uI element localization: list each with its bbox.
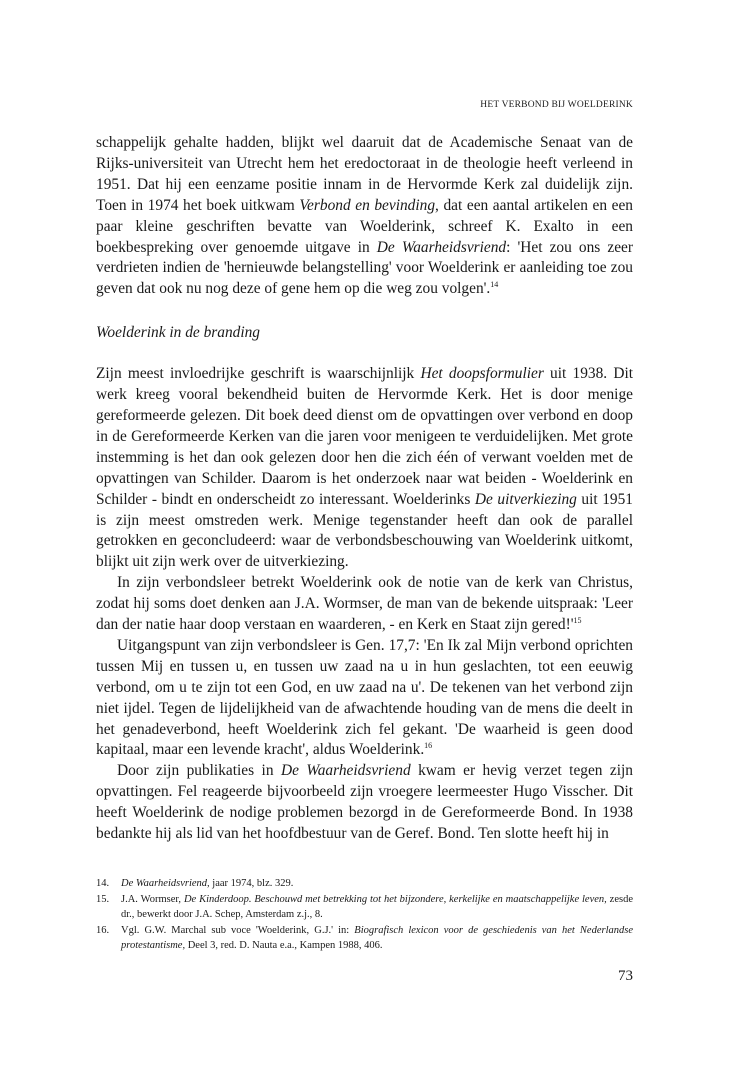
body-text xyxy=(96,133,633,845)
footnote-number: 15. xyxy=(96,893,110,905)
footnote: 16. Vgl. G.W. Marchal sub voce 'Woelderink, G.J.' in: Biografisch lexicon voor de geschiedenis van het Nederlandse protestantisme, Deel 3, red. D. Nauta e.a., Kampen 1988, 406. xyxy=(96,924,633,951)
running-head: HET VERBOND BIJ WOELDERINK xyxy=(480,100,633,110)
footnote-ref[interactable]: 14 xyxy=(490,280,499,290)
footnote: 15. J.A. Wormser, De Kinderdoop. Beschouwd met betrekking tot het bijzondere, kerkelijke en maatschappelijke leven, zesde dr., bewerkt door J.A. Schep, Amsterdam z.j., 8. xyxy=(96,893,633,920)
footnote-ref[interactable]: 16 xyxy=(424,741,433,751)
paragraph: Zijn meest invloedrijke geschrift is waarschijnlijk Het doopsformulier uit 1938. Dit werk kreeg vooral bekendheid buiten de Hervormde Kerk. Het is door menige gereformeerde gelezen. Dit boek deed dienst om de opvattingen over verbond en doop in de Gereformeerde Kerken van die jaren voor menigeen te verduidelijken. Met grote instemming is het dan ook gelezen door hen die zich één of verwant voelden met de opvattingen van Schilder. Daarom is het onderzoek naar wat beiden - Woelderink en Schilder - bindt en onderscheidt zo interessant. Woelderinks De uitverkiezing uit 1951 is zijn meest omstreden werk. Menige tegenstander heeft dan ook de parallel getrokken en geconcludeerd: waar de verbondsbeschouwing van Woelderink uitkomt, blijkt uit zijn werk over de uitverkiezing. xyxy=(96,365,633,571)
section-heading: Woelderink in de branding xyxy=(96,324,261,342)
footnote: 14. De Waarheidsvriend, jaar 1974, blz. 329. xyxy=(96,876,633,892)
paragraph: schappelijk gehalte hadden, blijkt wel daaruit dat de Academische Senaat van de Rijks-universiteit van Utrecht hem het eredoctoraat in de theologie heeft verleend in 1951. Dat hij een eenzame positie innam in de Hervormde Kerk zal duidelijk zijn. Toen in 1974 het boek uitkwam Verbond en bevinding, dat een aantal artikelen en een paar kleine geschriften bevatte van Woelderink, schreef K. Exalto in een boekbespreking over genoemde uitgave in De Waarheidsvriend: 'Het zou ons zeer verdrieten indien de 'hernieuwde belangstelling' voor Woelderink er aanleiding toe zou geven dat ook nu nog deze of gene hem op die weg zou volgen'.$^{14}$ xyxy=(96,134,633,298)
paragraph: Door zijn publikaties in De Waarheidsvriend kwam er hevig verzet tegen zijn opvattingen. Fel reageerde bijvoorbeeld zijn vroegere leermeester Hugo Visscher. Dit heeft Woelderink de nodige problemen bezorgd in de Gereformeerde Bond. In 1938 bedankte hij als lid van het hoofdbestuur van de Geref. Bond. Ten slotte heeft hij in xyxy=(96,762,634,843)
footnote-number: 14. xyxy=(96,878,110,889)
page-number: 73 xyxy=(618,968,633,984)
footnotes xyxy=(96,876,633,954)
footnote-ref[interactable]: 15 xyxy=(573,616,582,626)
paragraph: Uitgangspunt van zijn verbondsleer is Gen. 17,7: 'En Ik zal Mijn verbond oprichten tussen Mij en tussen u, en tussen uw zaad na u in hun geslachten, tot een eeuwig verbond, om u te zijn tot een God, en uw zaad na u'. De tekenen van het verbond zijn niet ijdel. Tegen de lijdelijkheid van de afwachtende houding van de mens die deelt in het genadeverbond, heeft Woelderink zich fel gekant. 'De waarheid is geen dood kapitaal, maar een levende kracht', aldus Woelderink.$^{16}$ xyxy=(96,636,633,759)
footnote-number: 16. xyxy=(96,924,110,936)
paragraph: In zijn verbondsleer betrekt Woelderink ook de notie van de kerk van Christus, zodat hij soms doet denken aan J.A. Wormser, de man van de bekende uitspraak: 'Leer dan der natie haar doop verstaan en waarderen, - en Kerk en Staat zijn $gered!'^{15}$ xyxy=(96,574,633,634)
